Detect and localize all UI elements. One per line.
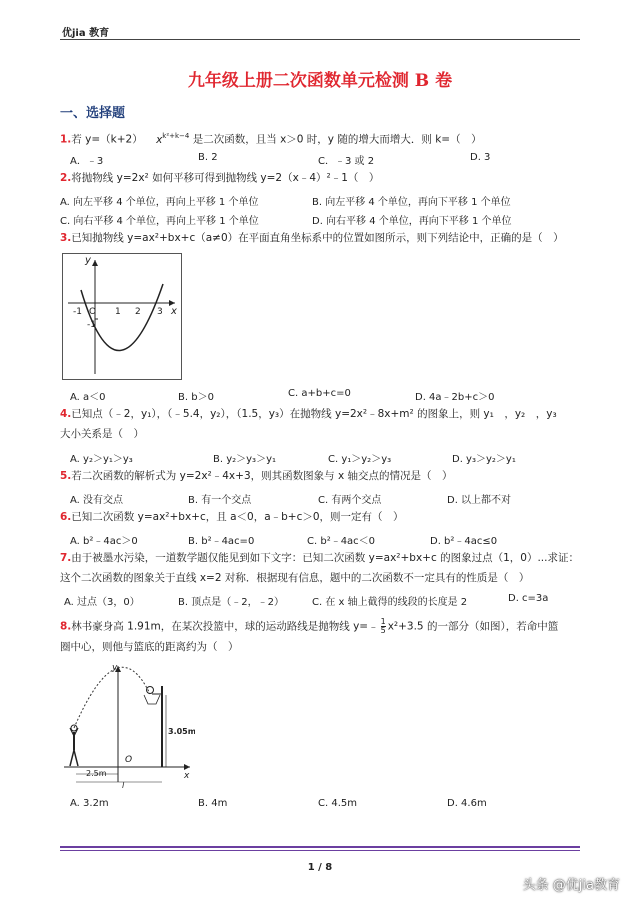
option-a[interactable]: A. 向左平移 4 个单位，再向上平移 1 个单位 xyxy=(60,197,259,208)
footer-divider xyxy=(60,846,580,848)
option-c[interactable]: C. 4.5m xyxy=(318,798,357,809)
origin-label: O xyxy=(125,755,133,765)
option-b[interactable]: B. b²﹣4ac=0 xyxy=(188,536,255,547)
option-c[interactable]: C. y₁＞y₂＞y₃ xyxy=(328,454,392,465)
x-axis-label: x xyxy=(184,771,190,781)
question-number: 1. xyxy=(60,133,72,146)
option-c[interactable]: C．﹣3 或 2 xyxy=(318,156,375,167)
question-3 xyxy=(60,232,564,245)
option-b[interactable]: B. 有一个交点 xyxy=(188,495,252,506)
parabola-figure xyxy=(62,253,182,380)
tick-label: -1 xyxy=(87,320,96,330)
option-b[interactable]: B. b＞0 xyxy=(178,392,214,403)
question-4 xyxy=(60,408,557,421)
question-4-cont: 大小关系是（ ） xyxy=(60,428,144,440)
option-c[interactable]: C. 有两个交点 xyxy=(318,495,382,506)
basketball-figure xyxy=(62,662,195,788)
option-d[interactable]: D. c=3a xyxy=(508,593,549,604)
question-7-cont: 这个二次函数的图象关于直线 x=2 对称．根据现有信息，题中的二次函数不一定具有的性质是（ ） xyxy=(60,572,530,584)
option-d[interactable]: D. y₃＞y₂＞y₁ xyxy=(452,454,516,465)
origin-label: O xyxy=(89,307,97,317)
x-axis-label: x xyxy=(171,306,177,317)
option-c[interactable]: C. a+b+c=0 xyxy=(288,388,351,399)
question-number: 7. xyxy=(60,552,72,564)
page-number: 1 / 8 xyxy=(307,862,333,873)
watermark: 头条 @优jia教育 xyxy=(522,878,620,893)
option-c[interactable]: C. 向右平移 4 个单位，再向上平移 1 个单位 xyxy=(60,216,259,227)
question-stem: 林书豪身高 1.91m，在某次投篮中，球的运动路线是抛物线 y=﹣ xyxy=(71,620,379,633)
question-stem: 将抛物线 y=2x² 如何平移可得到抛物线 y=2（x﹣4）²﹣1（ ） xyxy=(71,172,380,184)
option-d[interactable]: D. 3 xyxy=(470,152,491,163)
option-a[interactable]: A. y₂＞y₁＞y₃ xyxy=(70,454,133,465)
height-label: 3.05m xyxy=(168,727,195,736)
option-c[interactable]: C. 在 x 轴上截得的线段的长度是 2 xyxy=(312,597,468,608)
question-stem: 已知点（﹣2，y₁），（﹣5.4，y₂），（1.5，y₃）在抛物线 y=2x²﹣8x+m² 的图象上，则 y₁ ，y₂ ，y₃ xyxy=(71,408,557,420)
question-1: 1.若 y=（k+2） $x^{k^2+k-4}$ 是二次函数，且当 x＞0 时，y 随的增大而增大．则 k=（ ） xyxy=(60,132,482,146)
question-stem-cont: x²+3.5 的一部分（如图），若命中篮 xyxy=(387,620,559,633)
question-5 xyxy=(60,470,453,483)
option-a[interactable]: A. 3.2m xyxy=(70,798,109,809)
option-d[interactable]: D. 4a﹣2b+c＞0 xyxy=(415,392,495,403)
footer-divider xyxy=(60,850,580,851)
question-stem: 若二次函数的解析式为 y=2x²﹣4x+3，则其函数图象与 x 轴交点的情况是（ ） xyxy=(71,470,453,482)
tick-label: 1 xyxy=(115,307,121,317)
y-axis-label: y xyxy=(112,663,118,673)
option-a[interactable]: A. b²﹣4ac＞0 xyxy=(70,536,138,547)
header-brand: 优jia 教育 xyxy=(62,28,110,39)
option-a[interactable]: A. 没有交点 xyxy=(70,495,124,506)
tick-label: -1 xyxy=(73,307,82,317)
question-8-cont: 圈中心，则他与篮底的距离约为（ ） xyxy=(60,641,239,653)
question-8 xyxy=(60,618,558,635)
option-d[interactable]: D. 4.6m xyxy=(447,798,487,809)
section-heading: 一、选择题 xyxy=(60,106,126,121)
option-b[interactable]: B. 2 xyxy=(198,152,218,163)
option-a[interactable]: A. 过点（3，0） xyxy=(64,597,140,608)
question-number: 2. xyxy=(60,172,72,184)
option-a[interactable]: A．﹣3 xyxy=(70,156,104,167)
option-d[interactable]: D. 向右平移 4 个单位，再向下平移 1 个单位 xyxy=(312,216,512,227)
question-number: 8. xyxy=(60,620,72,633)
y-axis-label: y xyxy=(85,255,91,266)
question-stem: 已知抛物线 y=ax²+bx+c（a≠0）在平面直角坐标系中的位置如图所示，则下列结论中，正确的是（ ） xyxy=(71,232,564,244)
question-stem: 由于被墨水污染，一道数学题仅能见到如下文字：已知二次函数 y=ax²+bx+c 的图象过点（1，0）...求证： xyxy=(71,552,579,564)
question-stem: 已知二次函数 y=ax²+bx+c，且 a＜0，a﹣b+c＞0，则一定有（ ） xyxy=(71,511,404,523)
question-number: 3. xyxy=(60,232,72,244)
fraction-numerator: 1 xyxy=(380,617,386,626)
option-a[interactable]: A. a＜0 xyxy=(70,392,106,403)
option-b[interactable]: B. 4m xyxy=(198,798,228,809)
exponent: k²+k−4 xyxy=(162,132,190,140)
question-6 xyxy=(60,511,404,524)
page-title: 九年级上册二次函数单元检测 B 卷 xyxy=(187,71,453,91)
option-c[interactable]: C. b²﹣4ac＜0 xyxy=(307,536,376,547)
question-number: 5. xyxy=(60,470,72,482)
option-b[interactable]: B. 向左平移 4 个单位，再向下平移 1 个单位 xyxy=(312,197,511,208)
option-b[interactable]: B. y₂＞y₃＞y₁ xyxy=(213,454,276,465)
fraction-denominator: 5 xyxy=(380,626,386,635)
length-label: l xyxy=(122,781,125,788)
question-number: 4. xyxy=(60,408,72,420)
tick-label: 2 xyxy=(135,307,141,317)
option-d[interactable]: D. b²﹣4ac≤0 xyxy=(430,536,498,547)
question-2 xyxy=(60,172,379,185)
distance-label: 2.5m xyxy=(86,769,107,778)
header-divider xyxy=(60,39,580,40)
question-stem-cont: 是二次函数，且当 x＞0 时，y 随的增大而增大．则 k=（ ） xyxy=(192,133,482,146)
question-stem: 若 y=（k+2） xyxy=(71,133,143,146)
question-number: 6. xyxy=(60,511,72,523)
option-b[interactable]: B. 顶点是（﹣2，﹣2） xyxy=(178,597,284,608)
option-d[interactable]: D. 以上都不对 xyxy=(447,495,512,506)
tick-label: 3 xyxy=(157,307,163,317)
question-7 xyxy=(60,552,579,565)
